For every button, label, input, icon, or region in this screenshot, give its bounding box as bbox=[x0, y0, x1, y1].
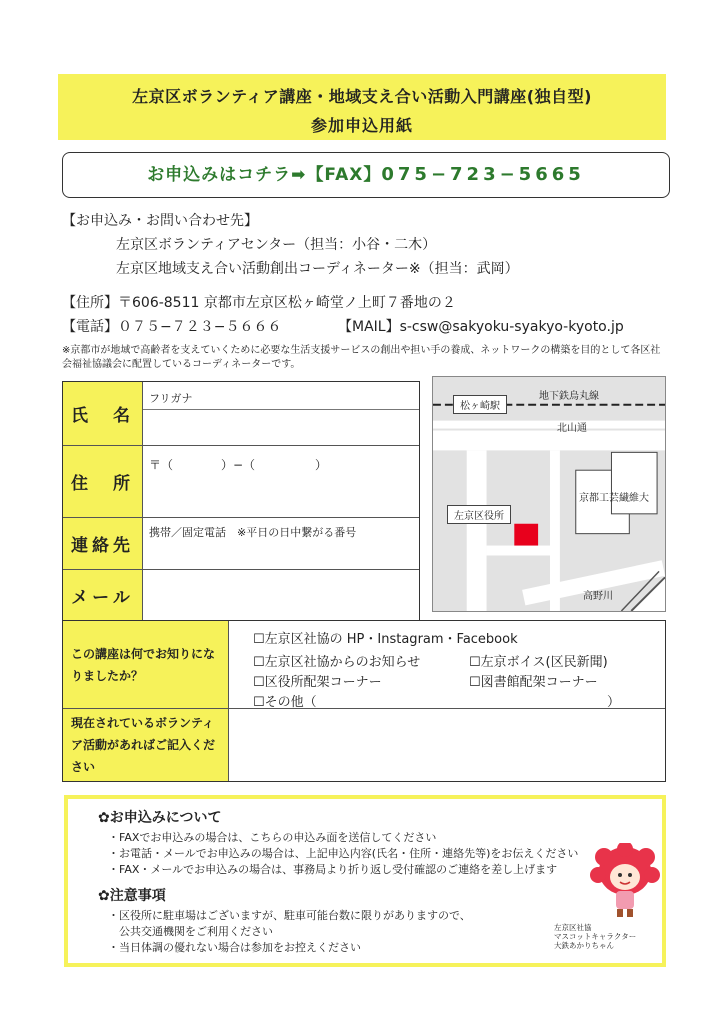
mascot-akari-chan-icon bbox=[590, 843, 660, 919]
furigana-field[interactable] bbox=[143, 382, 419, 410]
caution-line-1: ・区役所に駐車場はございますが、駐車可能台数に限りがありますので、 bbox=[108, 909, 471, 922]
mascot-caption-2: マスコットキャラクター bbox=[554, 932, 637, 941]
title-banner bbox=[58, 74, 666, 140]
apply-line-3: ・FAX・メールでお申込みの場合は、事務局より折り返し受付確認のご連絡を差し上げます bbox=[108, 863, 558, 876]
contact-address: 【住所】〒606-8511 京都市左京区松ヶ崎堂ノ上町７番地の２ bbox=[62, 295, 456, 311]
option-sakyo-voice[interactable]: ☐左京ボイス(区民新聞) bbox=[469, 655, 608, 670]
survey-question-2: 現在されているボランティア活動があればご記入ください bbox=[63, 709, 229, 781]
contact-phone: 【電話】０７５−７２３−５６６６ bbox=[62, 319, 282, 335]
contact-org-2: 左京区地域支え合い活動創出コーディネーター※（担当：武岡） bbox=[116, 261, 519, 277]
subway-label: 地下鉄烏丸線 bbox=[539, 391, 599, 402]
postal-code-field[interactable]: 〒（ ）−（ ） bbox=[149, 458, 328, 472]
office-marker bbox=[514, 524, 538, 546]
option-other[interactable]: ☐その他（ bbox=[253, 695, 317, 710]
caution-line-3: ・当日体調の優れない場合は参加をお控えください bbox=[108, 941, 361, 954]
name-label: 氏 名 bbox=[63, 382, 143, 445]
option-ward-office[interactable]: ☐区役所配架コーナー bbox=[253, 675, 382, 690]
address-row bbox=[63, 446, 419, 518]
phone-field[interactable] bbox=[143, 540, 419, 569]
mail-label: メール bbox=[63, 570, 143, 620]
option-library[interactable]: ☐図書館配架コーナー bbox=[469, 675, 598, 690]
fax-label: 【FAX】 bbox=[306, 165, 382, 185]
contact-hint: 携帯／固定電話 ※平日の日中繋がる番号 bbox=[149, 526, 357, 539]
apply-heading: ✿お申込みについて bbox=[98, 810, 222, 826]
coordinator-note: ※京都市が地域で高齢者を支えていくために必要な生活支援サービスの創出や担い手の養成、ネットワークの構築を目的として各区社会福祉協議会に配置しているコーディネーターです。 bbox=[62, 345, 661, 370]
contact-org-1: 左京区ボランティアセンター（担当：小谷・二木） bbox=[116, 237, 437, 253]
furigana-label: フリガナ bbox=[149, 392, 193, 405]
title-line2: 参加申込用紙 bbox=[310, 116, 413, 135]
option-other-close: ） bbox=[607, 695, 621, 710]
fax-number: 075−723−5665 bbox=[381, 164, 585, 185]
mascot-caption-3: 大鉄あかりちゃん bbox=[554, 941, 614, 950]
option-sakyo-notice[interactable]: ☐左京区社協からのお知らせ bbox=[253, 655, 421, 670]
fax-lead: お申込みはコチラ➡ bbox=[147, 165, 307, 185]
mail-row bbox=[63, 570, 419, 620]
river-label: 高野川 bbox=[583, 591, 613, 602]
volunteer-activity-field[interactable] bbox=[229, 709, 665, 781]
mascot-caption-1: 左京区社協 bbox=[554, 923, 592, 932]
info-box bbox=[64, 795, 666, 967]
mail-field[interactable] bbox=[143, 570, 419, 620]
apply-line-2: ・お電話・メールでお申込みの場合は、上記申込内容(氏名・住所・連絡先等)をお伝えください bbox=[108, 847, 579, 860]
survey-question-1: この講座は何でお知りになりましたか？ bbox=[63, 621, 229, 709]
name-field[interactable] bbox=[143, 410, 419, 445]
survey-table bbox=[62, 620, 666, 782]
contact-heading: 【お申込み・お問い合わせ先】 bbox=[62, 213, 258, 229]
access-map bbox=[432, 376, 666, 612]
caution-heading: ✿注意事項 bbox=[98, 888, 166, 904]
station-label: 松ヶ崎駅 bbox=[453, 395, 507, 414]
street-label: 北山通 bbox=[557, 423, 587, 434]
title-line1: 左京区ボランティア講座・地域支え合い活動入門講座(独自型) bbox=[132, 87, 592, 106]
option-sakyo-hp[interactable]: ☐左京区社協の HP・Instagram・Facebook bbox=[253, 632, 518, 647]
fax-box bbox=[62, 152, 670, 198]
contact-mail: 【MAIL】s-csw@sakyoku-syakyo-kyoto.jp bbox=[338, 319, 624, 335]
name-row bbox=[63, 382, 419, 446]
application-form bbox=[62, 381, 420, 621]
apply-line-1: ・FAXでお申込みの場合は、こちらの申込み面を送信してください bbox=[108, 831, 437, 844]
university-label: 京都工芸繊維大 bbox=[579, 493, 649, 504]
office-label: 左京区役所 bbox=[447, 505, 511, 524]
caution-line-2: 公共交通機関をご利用ください bbox=[108, 925, 273, 938]
contact-label: 連絡先 bbox=[63, 518, 143, 569]
contact-row bbox=[63, 518, 419, 570]
address-label: 住 所 bbox=[63, 446, 143, 517]
